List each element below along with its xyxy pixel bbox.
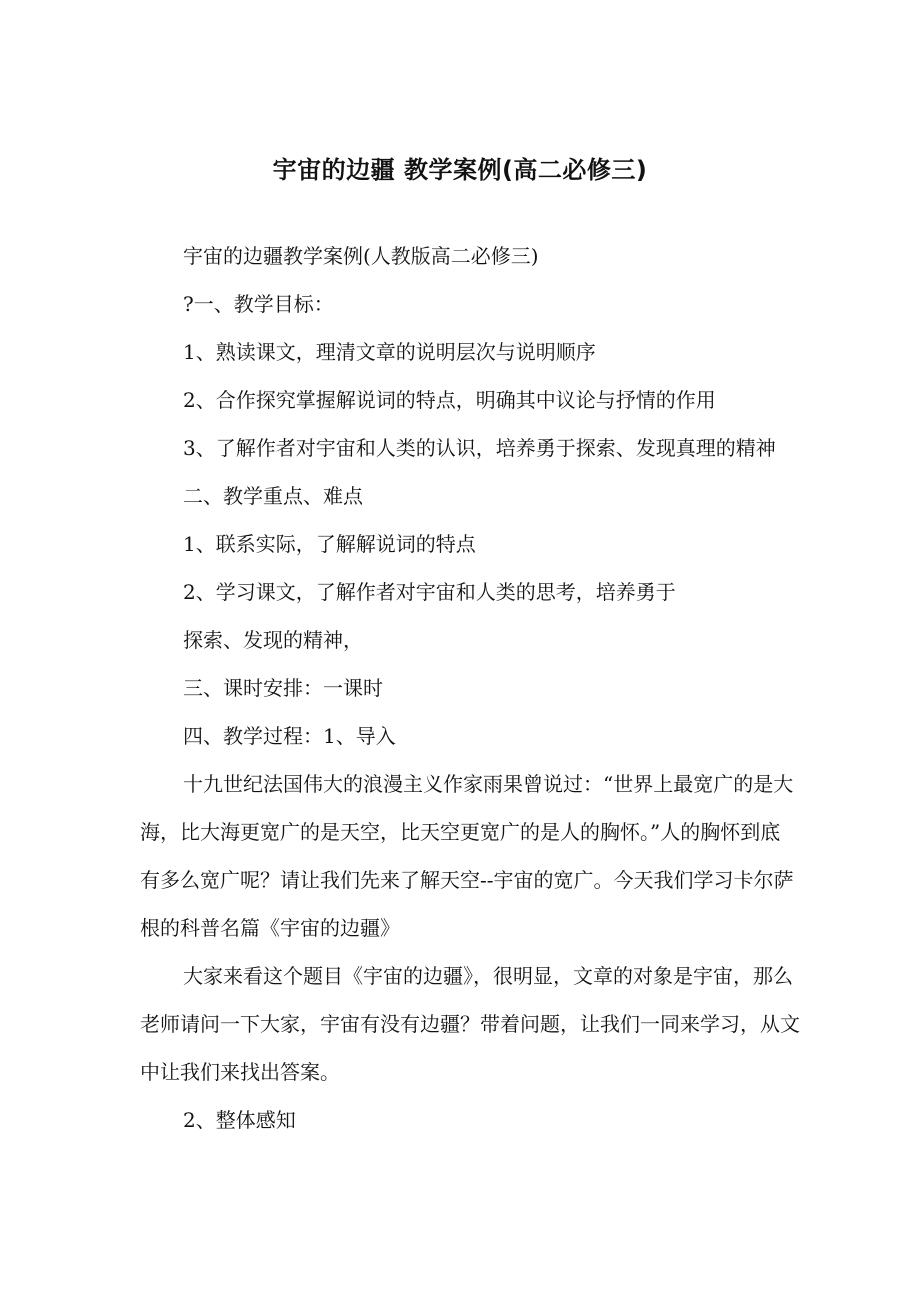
paragraph-overview-heading: 2、整体感知: [183, 1108, 296, 1132]
document-title: 宇宙的边疆 教学案例(高二必修三): [272, 156, 648, 184]
paragraph-focus-2: 2、学习课文，了解作者对宇宙和人类的思考，培养勇于: [183, 580, 676, 604]
paragraph-focus-1: 1、联系实际，了解解说词的特点: [183, 532, 476, 556]
paragraph-focus-2-cont: 探索、发现的精神，: [183, 628, 363, 652]
paragraph-section-2-heading: 二、教学重点、难点: [183, 484, 363, 508]
paragraph-section-3-heading: 三、课时安排：一课时: [183, 676, 383, 700]
paragraph-goal-1: 1、熟读课文，理清文章的说明层次与说明顺序: [183, 340, 596, 364]
paragraph-intro: 十九世纪法国伟大的浪漫主义作家雨果曾说过：“世界上最宽广的是大海，比大海更宽广的是天空，比天空更宽广的是人的胸怀。”人的胸怀到底有多么宽广呢？请让我们先来了解天空--宇宙的宽广。今天我们学习卡尔萨根的科普名篇《宇宙的边疆》: [140, 772, 794, 940]
paragraph-goal-3: 3、了解作者对宇宙和人类的认识，培养勇于探索、发现真理的精神: [183, 436, 776, 460]
document-body: [140, 232, 800, 1144]
paragraph-goal-2: 2、合作探究掌握解说词的特点，明确其中议论与抒情的作用: [183, 388, 716, 412]
paragraph-question: 大家来看这个题目《宇宙的边疆》，很明显，文章的对象是宇宙，那么老师请问一下大家，宇宙有没有边疆？带着问题，让我们一同来学习，从文中让我们来找出答案。: [140, 964, 800, 1084]
paragraph-subtitle: 宇宙的边疆教学案例(人教版高二必修三): [183, 244, 539, 268]
paragraph-section-1-heading: ?一、教学目标：: [183, 292, 334, 316]
paragraph-section-4-heading: 四、教学过程：1、导入: [183, 724, 396, 748]
